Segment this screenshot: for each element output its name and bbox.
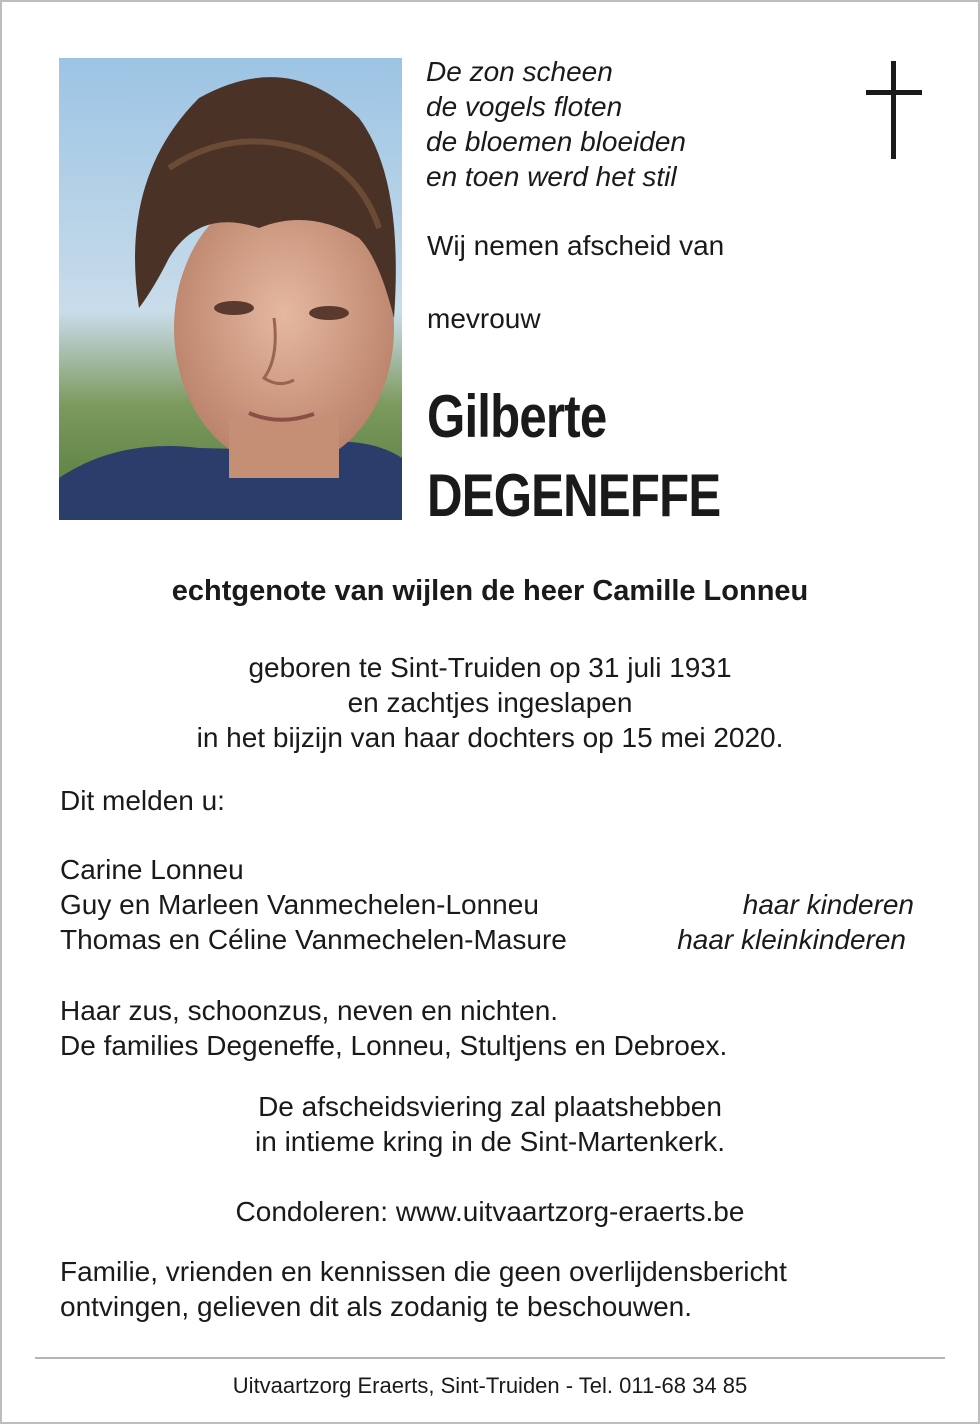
ceremony-line: in intieme kring in de Sint-Martenkerk. (255, 1126, 725, 1157)
poem (426, 54, 686, 194)
title-text: mevrouw (427, 303, 541, 334)
notice-line: Familie, vrienden en kennissen die geen overlijdensbericht (60, 1256, 787, 1287)
birth-death-line: geboren te Sint-Truiden op 31 juli 1931 (248, 652, 732, 683)
notice-block (60, 1254, 787, 1324)
ceremony-block (0, 1089, 980, 1159)
mourners-list (60, 852, 567, 957)
relation-children: haar kinderen (742, 889, 914, 920)
spouse-line: echtgenote van wijlen de heer Camille Lonneu (171, 575, 809, 607)
mourner: Thomas en Céline Vanmechelen-Masure (60, 924, 567, 955)
family-block (60, 993, 727, 1063)
poem-line: en toen werd het stil (426, 161, 677, 192)
birth-death-line: en zachtjes ingeslapen (347, 687, 633, 718)
condolences-text: Condoleren: www.uitvaartzorg-eraerts.be (235, 1196, 745, 1227)
cross-icon (866, 61, 922, 159)
family-line: Haar zus, schoonzus, neven en nichten. (60, 995, 559, 1026)
deceased-first-name: Gilberte (427, 383, 607, 450)
relation-grandchildren: haar kleinkinderen (677, 924, 906, 955)
ceremony-line: De afscheidsviering zal plaatshebben (258, 1091, 722, 1122)
birth-death-block (0, 650, 980, 755)
mourner: Guy en Marleen Vanmechelen-Lonneu (60, 889, 539, 920)
poem-line: de bloemen bloeiden (426, 126, 686, 157)
footer-text: Uitvaartzorg Eraerts, Sint-Truiden - Tel. 011-68 34 85 (232, 1373, 748, 1398)
birth-death-line: in het bijzijn van haar dochters op 15 mei 2020. (196, 722, 784, 753)
family-line: De families Degeneffe, Lonneu, Stultjens en Debroex. (60, 1030, 728, 1061)
announce-text: Dit melden u: (60, 785, 225, 816)
footer-divider (35, 1357, 945, 1359)
intro-text: Wij nemen afscheid van (427, 230, 725, 261)
poem-line: De zon scheen (426, 56, 613, 87)
mourner: Carine Lonneu (60, 854, 244, 885)
portrait-photo (59, 58, 402, 520)
notice-line: ontvingen, gelieven dit als zodanig te beschouwen. (60, 1291, 692, 1322)
deceased-last-name: DEGENEFFE (427, 462, 721, 529)
poem-line: de vogels floten (426, 91, 623, 122)
